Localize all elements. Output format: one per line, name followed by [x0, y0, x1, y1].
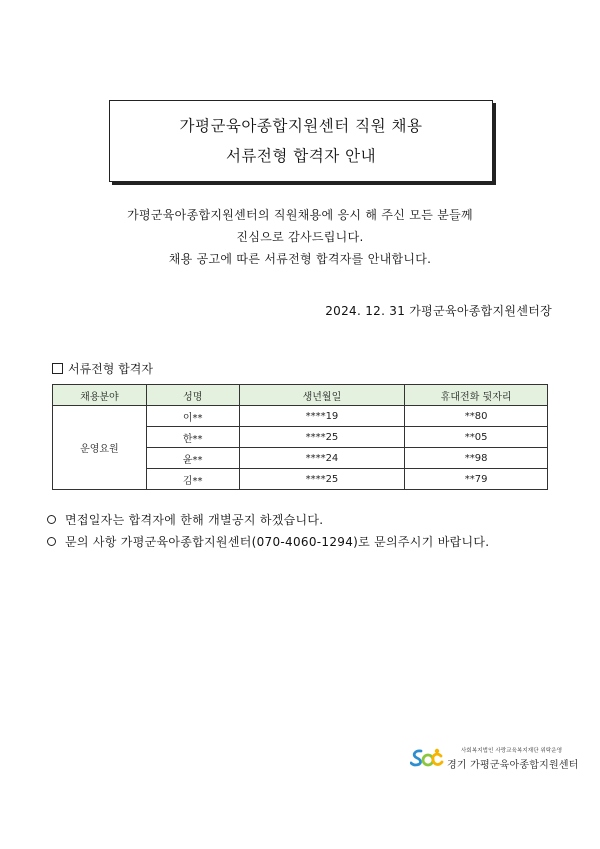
intro-line-1: 가평군육아종합지원센터의 직원채용에 응시 해 주신 모든 분들께 [127, 208, 473, 222]
table-header-row [53, 385, 548, 406]
intro-line-2: 진심으로 감사드립니다. [236, 230, 364, 244]
org-name: 경기 가평군육아종합지원센터 [447, 760, 579, 771]
phone-cell: **79 [405, 469, 548, 490]
note-text: 면접일자는 합격자에 한해 개별공지 하겠습니다. [65, 512, 324, 527]
title-line-2: 서류전형 합격자 안내 [225, 147, 377, 165]
title-box [109, 100, 493, 182]
field-cell: 운영요원 [53, 406, 147, 490]
birth-cell: ****25 [239, 427, 405, 448]
circle-bullet-icon [47, 515, 56, 524]
phone-cell: **05 [405, 427, 548, 448]
org-subtitle: 사회복지법인 사랑교육복지재단 위탁운영 [461, 748, 563, 754]
results-table [52, 384, 548, 490]
name-cell: 윤** [146, 448, 239, 469]
notes-list [47, 508, 489, 552]
header-field: 채용분야 [53, 385, 147, 406]
header-birth: 생년월일 [239, 385, 405, 406]
phone-cell: **80 [405, 406, 548, 427]
list-item [47, 508, 489, 530]
birth-cell: ****24 [239, 448, 405, 469]
header-phone: 휴대전화 뒷자리 [405, 385, 548, 406]
circle-bullet-icon [47, 537, 56, 546]
name-cell: 한** [146, 427, 239, 448]
intro-paragraph [0, 204, 600, 270]
note-text: 문의 사항 가평군육아종합지원센터(070-4060-1294)로 문의주시기 바랍니다. [65, 534, 490, 549]
header-name: 성명 [146, 385, 239, 406]
birth-cell: ****25 [239, 469, 405, 490]
organization-logo [410, 746, 579, 771]
square-bullet-icon [52, 363, 63, 374]
table-row [53, 406, 548, 427]
date-signature: 2024. 12. 31 가평군육아종합지원센터장 [325, 304, 552, 318]
birth-cell: ****19 [239, 406, 405, 427]
center-logo-icon [410, 747, 444, 771]
section-heading [52, 360, 153, 377]
title-line-1: 가평군육아종합지원센터 직원 채용 [179, 117, 423, 135]
name-cell: 이** [146, 406, 239, 427]
name-cell: 김** [146, 469, 239, 490]
section-title: 서류전형 합격자 [68, 362, 153, 376]
intro-line-3: 채용 공고에 따른 서류전형 합격자를 안내합니다. [168, 252, 432, 266]
phone-cell: **98 [405, 448, 548, 469]
list-item [47, 530, 489, 552]
